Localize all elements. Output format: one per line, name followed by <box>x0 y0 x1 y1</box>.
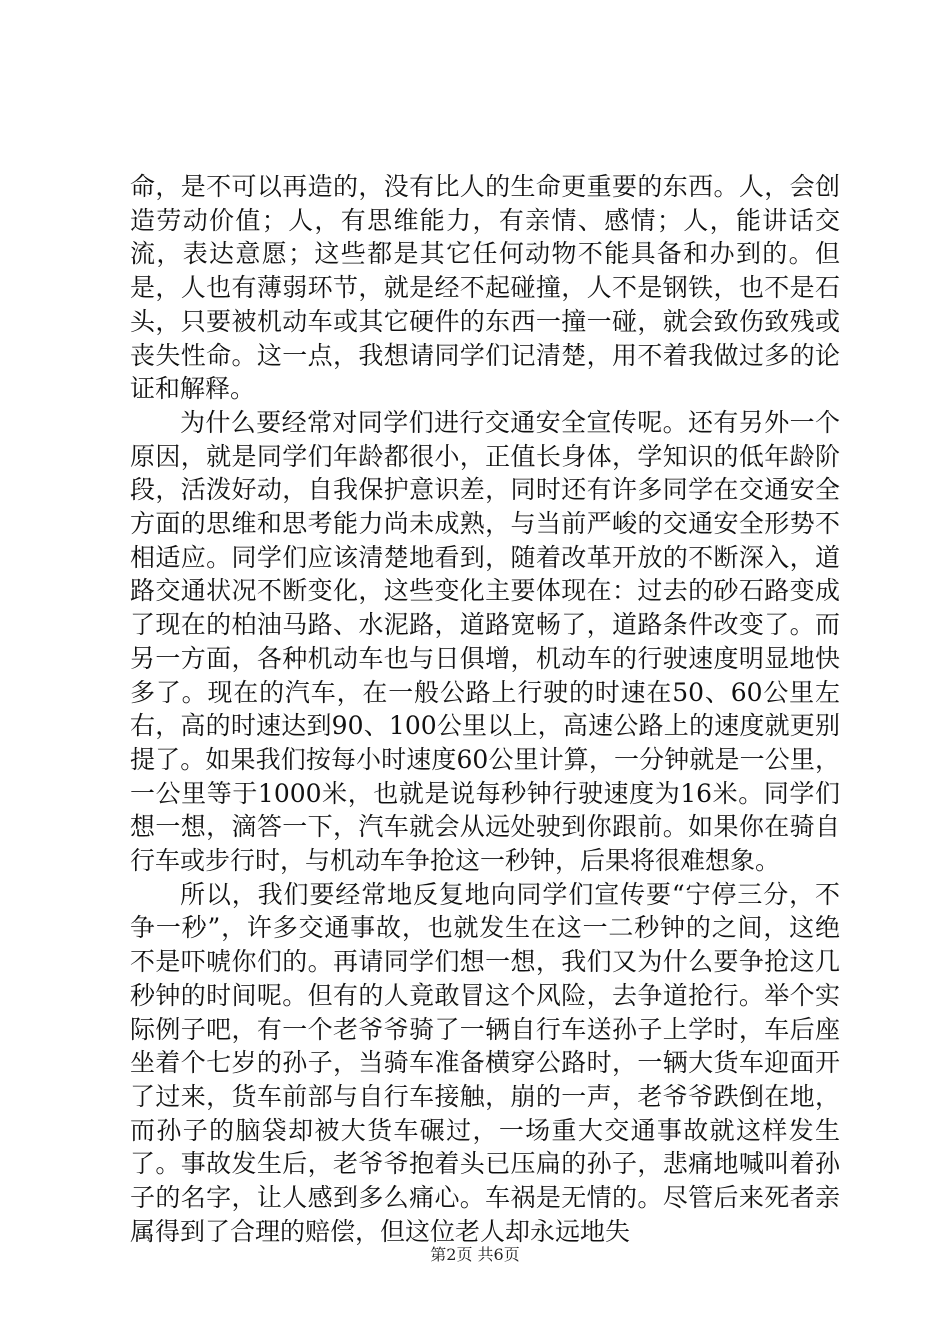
paragraph-1: 命，是不可以再造的，没有比人的生命更重要的东西。人，会创造劳动价值；人，有思维能力，有亲情、感情；人，能讲话交流，表达意愿；这些都是其它任何动物不能具备和办到的。但是，人也有薄弱环节，就是经不起碰撞，人不是钢铁，也不是石头，只要被机动车或其它硬件的东西一撞一碰，就会致伤致残或丧失性命。这一点，我想请同学们记清楚，用不着我做过多的论证和解释。 <box>130 172 840 404</box>
paragraph-2: 为什么要经常对同学们进行交通安全宣传呢。还有另外一个原因，就是同学们年龄都很小，正值长身体，学知识的低年龄阶段，活泼好动，自我保护意识差，同时还有许多同学在交通安全方面的思维和思考能力尚未成熟，与当前严峻的交通安全形势不相适应。同学们应该清楚地看到，随着改革开放的不断深入，道路交通状况不断变化，这些变化主要体现在：过去的砂石路变成了现在的柏油马路、水泥路，道路宽畅了，道路条件改变了。而另一方面，各种机动车也与日俱增，机动车的行驶速度明显地快多了。现在的汽车，在一般公路上行驶的时速在50、60公里左右，高的时速达到90、100公里以上，高速公路上的速度就更别提了。如果我们按每小时速度60公里计算，一分钟就是一公里，一公里等于1000米，也就是说每秒钟行驶速度为16米。同学们想一想，滴答一下，汽车就会从远处驶到你跟前。如果你在骑自行车或步行时，与机动车争抢这一秒钟，后果将很难想象。 <box>130 407 840 876</box>
document-body <box>130 170 840 1249</box>
paragraph-3: 所以，我们要经常地反复地向同学们宣传要“宁停三分，不争一秒”，许多交通事故，也就发生在这一二秒钟的之间，这绝不是吓唬你们的。再请同学们想一想，我们又为什么要争抢这几秒钟的时间呢。但有的人竟敢冒这个风险，去争道抢行。举个实际例子吧，有一个老爷爷骑了一辆自行车送孙子上学时，车后座坐着个七岁的孙子，当骑车准备横穿公路时，一辆大货车迎面开了过来，货车前部与自行车接触，崩的一声，老爷爷跌倒在地，而孙子的脑袋却被大货车碾过，一场重大交通事故就这样发生了。事故发生后，老爷爷抱着头已压扁的孙子，悲痛地喊叫着孙子的名字，让人感到多么痛心。车祸是无情的。尽管后来死者亲属得到了合理的赔偿，但这位老人却永远地失 <box>130 879 840 1246</box>
page-number-label: 第2页 共6页 <box>430 1245 520 1264</box>
page-footer <box>0 1242 950 1265</box>
